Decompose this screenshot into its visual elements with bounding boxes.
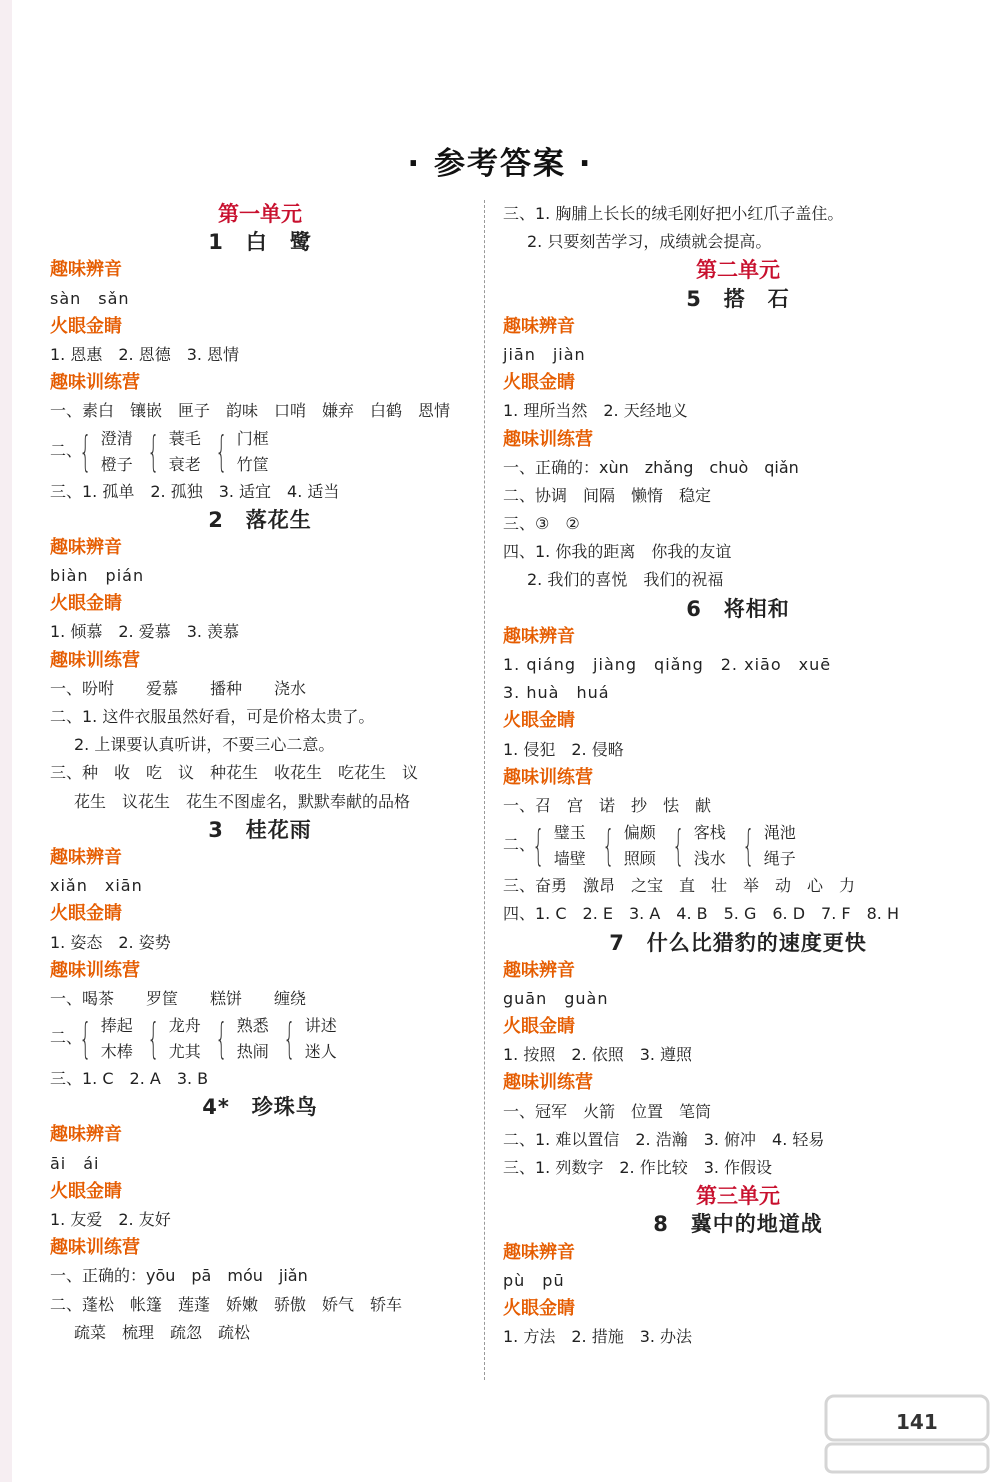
brace-word: 竹筐 [236,454,269,474]
answer-line: jiān jiàn [503,344,586,364]
lesson-title: 3 桂花雨 [208,817,312,842]
section-heading: 火眼金睛 [50,903,122,925]
answer-line: 四、1. C 2. E 3. A 4. B 5. G 6. D 7. F 8. H [503,904,899,924]
answer-line: biàn pián [50,566,145,586]
section-heading: 趣味训练营 [50,649,140,671]
brace-word: 客栈 [693,823,726,843]
brace-word: 橙子 [100,454,133,474]
answer-line: 1. 按照 2. 依照 3. 遵照 [503,1045,693,1065]
section-heading: 火眼金睛 [503,1297,575,1319]
answer-line: 三、种 收 吃 议 种花生 收花生 吃花生 议 [50,763,419,783]
answer-line: 2. 只要刻苦学习，成绩就会提高。 [527,232,772,252]
brace-answer-row [50,426,470,478]
row-label: 二、 [503,835,536,855]
row-label: 二、 [50,1028,83,1048]
lesson-title: 2 落花生 [208,507,312,532]
brace-word: 门框 [236,428,269,448]
section-heading: 火眼金睛 [503,372,575,394]
unit-heading: 第二单元 [696,257,780,283]
section-heading: 趣味辨音 [503,959,575,981]
answer-line: 1. 姿态 2. 姿势 [50,932,171,952]
brace-group: { 捧起 木棒 [79,1014,133,1064]
brace-group: { 门框 竹筐 [215,426,269,476]
brace-word: 熟悉 [236,1016,269,1036]
answer-line: 二、协调 间隔 懒惰 稳定 [503,485,712,505]
section-heading: 趣味训练营 [50,1237,140,1259]
section-heading: 火眼金睛 [50,315,122,337]
brace-word: 蓑毛 [168,428,201,448]
answer-line: 1. qiáng jiàng qiǎng 2. xiāo xuē [503,655,832,674]
answer-line: 1. 友爱 2. 友好 [50,1210,171,1229]
section-heading: 趣味辨音 [50,846,122,868]
section-heading: 火眼金睛 [50,593,122,615]
lesson-title: 6 将相和 [686,596,790,621]
lesson-title: 4* 珍珠鸟 [202,1095,318,1120]
answer-line: 3. huà huá [503,683,610,703]
answer-line: 一、冠军 火箭 位置 笔筒 [503,1101,712,1121]
section-heading: 火眼金睛 [503,1016,575,1038]
unit-heading: 第三单元 [696,1183,780,1209]
answer-line: 一、召 宫 诺 抄 怯 献 [503,795,712,815]
section-heading: 趣味训练营 [503,766,593,788]
right-column [503,200,973,1351]
section-heading: 趣味训练营 [50,372,140,394]
answer-line: āi ái [50,1153,100,1173]
answer-line: 疏菜 梳理 疏忽 疏松 [74,1322,251,1342]
row-label: 二、 [50,440,83,460]
brace-word: 澄清 [100,428,133,448]
answer-line: 三、奋勇 激昂 之宝 直 壮 举 动 心 力 [503,876,856,896]
section-heading: 趣味辨音 [503,625,575,647]
answer-line: 一、素白 镶嵌 匣子 韵味 口哨 嫌弃 白鹤 恩情 [50,401,451,421]
answer-line: 四、1. 你我的距离 你我的友谊 [503,542,732,562]
brace-word: 照顾 [623,849,656,869]
answer-line: sàn sǎn [50,288,130,308]
brace-group: { 客栈 浅水 [672,821,726,871]
brace-group: { 璧玉 墙壁 [532,821,586,871]
brace-word: 渑池 [763,823,796,843]
answer-line: 2. 上课要认真听讲，不要三心二意。 [74,735,335,755]
brace-answer-row [503,820,973,872]
answer-line: 三、1. 孤单 2. 孤独 3. 适宜 4. 适当 [50,481,340,501]
brace-group: { 偏颇 照顾 [602,821,656,871]
section-heading: 趣味辨音 [503,315,575,337]
answer-line: 一、正确的：yōu pā móu jiǎn [50,1266,308,1286]
brace-group: { 熟悉 热闹 [215,1014,269,1064]
answer-line: 一、喝茶 罗筐 糕饼 缠绕 [50,988,307,1008]
answer-line: pù pū [503,1270,565,1290]
brace-word: 浅水 [693,849,726,869]
watermark-logo [822,1392,992,1477]
brace-word: 木棒 [100,1042,133,1062]
brace-word: 偏颇 [623,823,656,843]
brace-group: { 讲述 迷人 [283,1014,337,1064]
answer-line: 1. 恩惠 2. 恩德 3. 恩情 [50,344,240,364]
brace-word: 璧玉 [553,823,586,843]
brace-word: 热闹 [236,1042,269,1062]
section-heading: 趣味辨音 [50,259,122,281]
brace-word: 迷人 [304,1042,337,1062]
answer-line: 2. 我们的喜悦 我们的祝福 [527,570,724,590]
answer-line: 三、1. 列数字 2. 作比较 3. 作假设 [503,1158,773,1177]
page-title: · 参考答案 · [407,146,593,182]
lesson-title: 7 什么比猎豹的速度更快 [609,930,867,955]
answer-line: 二、蓬松 帐篷 莲蓬 娇嫩 骄傲 娇气 轿车 [50,1294,403,1314]
brace-group: { 澄清 橙子 [79,426,133,476]
brace-group: { 渑池 绳子 [742,821,796,871]
brace-word: 衰老 [168,454,201,474]
answer-line: 花生 议花生 花生不图虚名，默默奉献的品格 [74,791,411,811]
unit-heading: 第一单元 [218,201,302,226]
section-heading: 趣味辨音 [50,536,122,558]
lesson-title: 8 冀中的地道战 [653,1212,823,1237]
answer-line: 1. 倾慕 2. 爱慕 3. 羡慕 [50,622,240,642]
answer-line: 三、1. 胸脯上长长的绒毛刚好把小红爪子盖住。 [503,204,844,223]
answer-line: 1. 理所当然 2. 天经地义 [503,401,688,421]
brace-group: { 龙舟 尤其 [147,1014,201,1064]
brace-answer-row [50,1013,470,1065]
answer-line: 一、正确的：xùn zhǎng chuò qiǎn [503,457,799,477]
column-divider [484,200,485,1380]
answer-line: 1. 侵犯 2. 侵略 [503,739,624,759]
brace-word: 讲述 [304,1016,337,1036]
section-heading: 趣味训练营 [503,428,593,450]
answer-line: 三、③ ② [503,514,580,534]
answer-line: 一、吩咐 爱慕 播种 浇水 [50,678,307,698]
lesson-title: 1 白 鹭 [208,230,312,255]
lesson-title: 5 搭 石 [686,286,790,311]
answer-line: 三、1. C 2. A 3. B [50,1069,209,1089]
brace-word: 尤其 [168,1042,201,1062]
answer-line: guān guàn [503,988,609,1008]
answer-line: 二、1. 难以置信 2. 浩瀚 3. 俯冲 4. 轻易 [503,1129,825,1149]
brace-word: 龙舟 [168,1016,201,1036]
section-heading: 趣味辨音 [50,1124,122,1146]
section-heading: 火眼金睛 [503,710,575,732]
brace-group: { 蓑毛 衰老 [147,426,201,476]
brace-word: 墙壁 [553,849,586,869]
page-edge-strip [0,0,12,1482]
brace-word: 捧起 [100,1016,133,1036]
section-heading: 趣味训练营 [503,1072,593,1094]
section-heading: 火眼金睛 [50,1180,122,1202]
answer-line: 1. 方法 2. 措施 3. 办法 [503,1327,693,1347]
answer-line: 二、1. 这件衣服虽然好看，可是价格太贵了。 [50,707,375,726]
section-heading: 趣味辨音 [503,1241,575,1263]
page-number: 141 [896,1410,938,1434]
answer-line: xiǎn xiān [50,876,143,896]
left-column [50,200,470,1347]
section-heading: 趣味训练营 [50,959,140,981]
brace-word: 绳子 [763,849,796,869]
